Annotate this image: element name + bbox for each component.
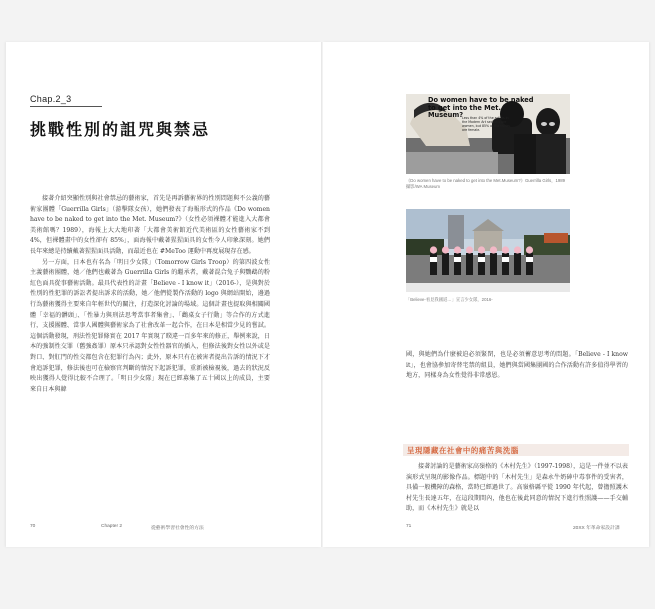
folio-book-title: 20XX 年革命家設計課	[573, 526, 620, 531]
right-body-text-2	[406, 462, 628, 515]
left-page	[6, 42, 321, 547]
protest-photo-illustration	[406, 209, 570, 292]
section-heading-box	[403, 444, 629, 456]
poster-subtext: Less than 4% of the artists in the Modern Art sections are women, but 85% of the nudes are female.	[462, 116, 511, 132]
paragraph-2: 另一方面，日本也有名為「明日少女隊」（Tomorrow Girls Troop）的第四波女性主義藝術團體，她／他們也戴著為 Guerrilla Girls 的繼承者，戴著混合兔子與鸚鵡的粉紅色面具從事藝術活動。最具代表性的計畫「Believe - I know it」（2016-），是與對於性別的性犯罪的訴訟者提出訴求的活動，她／他們從製作活動的 logo 與網站開始，邊過行為藝術獲得主要來自年輕世代的關注，打造深化討論的場域。這個計畫也提取與相關國體「幸福的髒頭」、「性暴力與刑法思考當事者集會」、「鸛桌女子行動」等合作的方式進行，支援團體、當事人國體與藝術家為了社會改革一起合作，在日本是相當少見的嘗試。這個活動發現，刑法性犯罪條實在 2017 年實現了睽違一百多年來的修正，舉例來說，日本的強制性交罪（舊強姦罪）原本只承認對女性性器官的插入，但修法後對女性以外或是對口、對肛門的性交都包含在犯罪行為內；此外，原本只有在被害者提出告訴的情況下才會追訴犯罪，修法後也可在檢察官判斷的情況下起訴犯罪，重新被檢視後，過去的狀況反映出獲得人覺得比較不合理了。「明日少女隊」現在已經募集了五十國以上的成員，主要來自日本與韓	[30, 258, 270, 393]
page-number-left: 70	[30, 524, 36, 529]
folio-chapter: Chapter 2	[101, 524, 123, 529]
paragraph-continued: 國，與她們為什麼被迫必須緊閉，也是必須蓄意思考的問題。「Believe - I know it」，也會協參加寄替宅禁的組員，她們與當國集團國的合作活動有許多值得學習的地方，同樣身為女性覺得非常感恩。	[406, 351, 628, 380]
right-body-text-1	[406, 350, 628, 382]
chapter-label: Chap.2_3	[30, 94, 72, 104]
caption-image-2: 「Believe-看見我國道…」宣言少女隊，2016-	[406, 297, 493, 302]
chapter-rule	[30, 106, 102, 107]
guerrilla-girls-poster-image	[406, 94, 570, 174]
caption-image-1	[406, 178, 570, 190]
caption-image-1-line-2: 攝影/WA Museum	[406, 184, 440, 190]
section-heading: 呈現隱藏在社會中的痛苦與洗腦	[407, 446, 519, 455]
tomorrow-girls-troop-photo	[406, 209, 570, 292]
chapter-title: 挑戰性別的詛咒與禁忌	[30, 120, 211, 139]
paragraph-1: 接著介紹突顯性別與社會禁忌的藝術家，首先是再訴藝術界的性別問題與不公義的藝術家團體「Guerrilla Girls」（游擊隊女孩），她們發表了海報形式的作品《Do women have to be naked to get into the Met. Museum?》（女性必須裸體才能進入大都會美術館嗎？1989），海報上大大地印著「大都會美術館近代美術區的女性藝術家不到 4%，但裸體畫中的女性卻有 85%」，面海報中戴著猩猩面具的女性今人印象深刻。她們長年來總是持續戴著猩猩面具活動，而最近也在 #MeToo 運動中再度展現存在感。	[30, 195, 270, 255]
right-page	[323, 42, 649, 547]
caption-image-1-line-1: 《Do women have to be naked to get into the Met.Museum?》Guerrilla Girls，1989	[406, 178, 566, 183]
page-number-right: 71	[406, 524, 412, 529]
poster-headline: Do women have to be naked to get into the Met. Museum?	[428, 96, 534, 119]
paragraph-kimura: 接著討論的是藝術家高嶺格的《木村先生》（1997-1998），這是一件並不以表演形式呈現的影像作品。標題中的「木村先生」是森永牛奶砷中毒事件的受害者，具備一般機障的森格，當時已經過世了。高嶺格縣平從 1990 年代起，曾擔照護木村先生長達五年，在這段期間內，他也在後此同意的情況下進行性照護——手交輔助，而《木村先生》就是以	[406, 463, 628, 513]
folio-section-title: 從藝術學習社會性的方法	[151, 526, 204, 531]
left-body-text	[30, 194, 270, 395]
